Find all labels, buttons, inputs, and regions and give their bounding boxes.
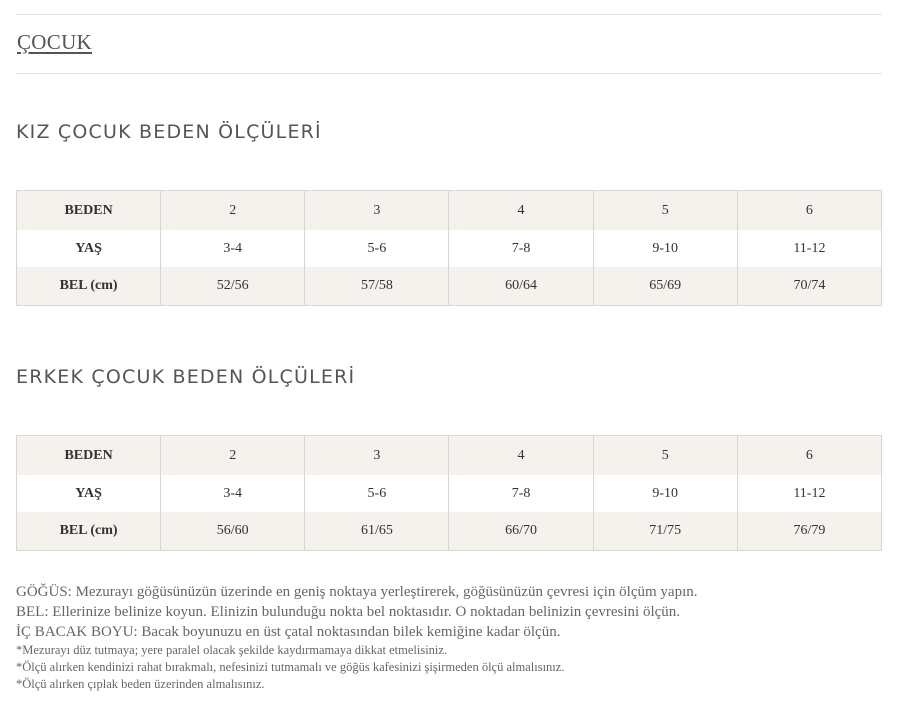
table-cell: 11-12 <box>737 475 881 512</box>
table-row <box>17 191 882 231</box>
table-cell: 57/58 <box>305 267 449 306</box>
table-cell: 2 <box>161 191 305 231</box>
girls-size-table <box>16 190 882 306</box>
tip-note: *Ölçü alırken kendinizi rahat bırakmalı, nefesinizi tutmamalı ve göğüs kafesinizi şişirmeden ölçü almalısınız. <box>16 660 565 674</box>
table-row <box>17 436 882 476</box>
boys-size-table <box>16 435 882 551</box>
table-cell: 56/60 <box>161 512 305 551</box>
waist-note: BEL: Ellerinize belinize koyun. Elinizin bulunduğu nokta bel noktasıdır. O noktadan belinizin çevresini ölçün. <box>16 604 681 620</box>
table-row <box>17 475 882 512</box>
row-header: BEL (cm) <box>17 267 161 306</box>
table-cell: 9-10 <box>593 230 737 267</box>
table-row <box>17 512 882 551</box>
table-cell: 7-8 <box>449 475 593 512</box>
row-header: BEDEN <box>17 436 161 476</box>
table-cell: 3-4 <box>161 475 305 512</box>
row-header: BEDEN <box>17 191 161 231</box>
table-cell: 5-6 <box>305 475 449 512</box>
table-cell: 60/64 <box>449 267 593 306</box>
table-cell: 3 <box>305 436 449 476</box>
row-header: BEL (cm) <box>17 512 161 551</box>
table-cell: 71/75 <box>593 512 737 551</box>
table-cell: 3-4 <box>161 230 305 267</box>
table-cell: 70/74 <box>737 267 881 306</box>
category-link-cocuk[interactable]: ÇOCUK <box>17 30 93 54</box>
table-cell: 3 <box>305 191 449 231</box>
tip-note: *Ölçü alırken çıplak beden üzerinden almalısınız. <box>16 677 265 691</box>
inseam-note: İÇ BACAK BOYU: Bacak boyunuzu en üst çatal noktasından bilek kemiğine kadar ölçün. <box>16 624 561 640</box>
table-cell: 11-12 <box>737 230 881 267</box>
row-header: YAŞ <box>17 475 161 512</box>
table-cell: 9-10 <box>593 475 737 512</box>
row-header: YAŞ <box>17 230 161 267</box>
table-cell: 4 <box>449 191 593 231</box>
table-cell: 7-8 <box>449 230 593 267</box>
boys-size-title: ERKEK ÇOCUK BEDEN ÖLÇÜLERİ <box>16 366 356 388</box>
table-cell: 61/65 <box>305 512 449 551</box>
top-divider <box>16 14 882 15</box>
table-cell: 52/56 <box>161 267 305 306</box>
table-row <box>17 267 882 306</box>
girls-size-title: KIZ ÇOCUK BEDEN ÖLÇÜLERİ <box>16 121 322 143</box>
category-divider <box>16 73 882 74</box>
table-cell: 6 <box>737 191 881 231</box>
table-cell: 66/70 <box>449 512 593 551</box>
table-row <box>17 230 882 267</box>
table-cell: 5 <box>593 436 737 476</box>
tip-note: *Mezurayı düz tutmaya; yere paralel olacak şekilde kaydırmamaya dikkat etmelisiniz. <box>16 643 448 657</box>
table-cell: 76/79 <box>737 512 881 551</box>
table-cell: 65/69 <box>593 267 737 306</box>
table-cell: 4 <box>449 436 593 476</box>
table-cell: 5-6 <box>305 230 449 267</box>
chest-note: GÖĞÜS: Mezurayı göğüsünüzün üzerinde en geniş noktaya yerleştirerek, göğüsünüzün çevresi için ölçüm yapın. <box>16 584 698 600</box>
table-cell: 2 <box>161 436 305 476</box>
table-cell: 6 <box>737 436 881 476</box>
table-cell: 5 <box>593 191 737 231</box>
measurement-notes <box>16 582 697 693</box>
